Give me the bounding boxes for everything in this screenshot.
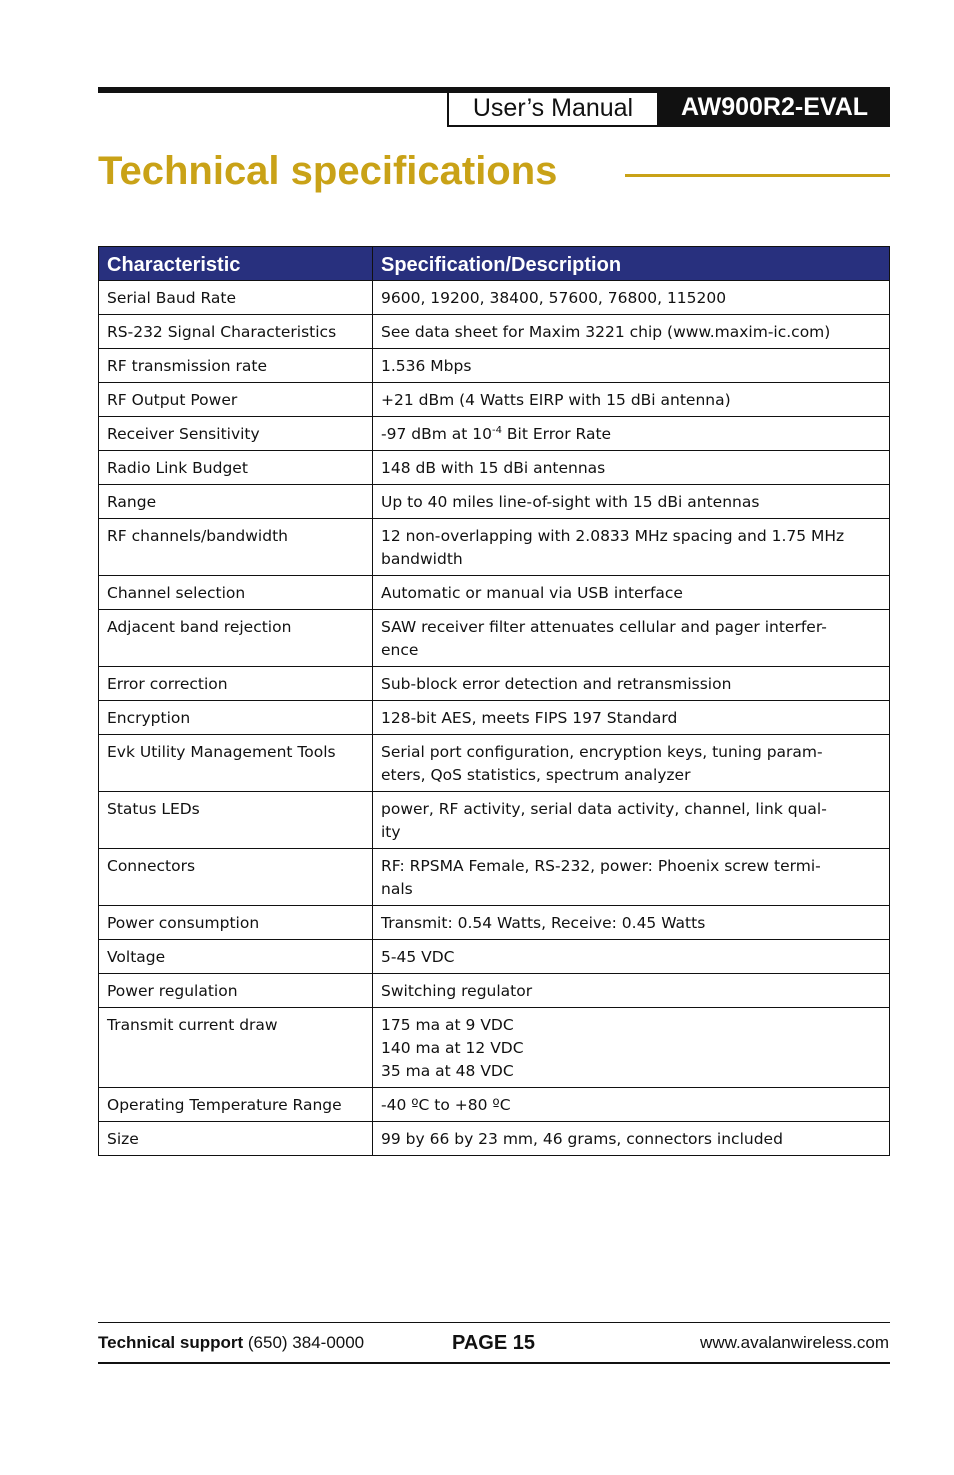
specification-cell (373, 576, 890, 610)
characteristic-cell: Status LEDs (99, 792, 373, 849)
spec-line: SAW receiver filter attenuates cellular and pager interfer- (381, 618, 827, 636)
website-url: www.avalanwireless.com (700, 1333, 889, 1352)
spec-line: 35 ma at 48 VDC (381, 1062, 514, 1080)
table-header-row (99, 247, 890, 281)
specification-cell (373, 451, 890, 485)
spec-line: nals (381, 880, 413, 898)
spec-line: Sub-block error detection and retransmission (381, 675, 732, 693)
characteristic-cell: RS-232 Signal Characteristics (99, 315, 373, 349)
characteristic-cell: RF channels/bandwidth (99, 519, 373, 576)
spec-text: -97 dBm at 10 (381, 425, 492, 443)
table-row (99, 1122, 890, 1156)
table-row (99, 940, 890, 974)
column-header-specification: Specification/Description (373, 247, 890, 281)
spec-line: 5-45 VDC (381, 948, 455, 966)
specification-cell (373, 417, 890, 451)
table-row (99, 417, 890, 451)
characteristic-cell: Receiver Sensitivity (99, 417, 373, 451)
title-rule (625, 174, 890, 177)
characteristic-cell: Power consumption (99, 906, 373, 940)
specification-cell (373, 974, 890, 1008)
table-row (99, 906, 890, 940)
table-row (99, 485, 890, 519)
spec-line: +21 dBm (4 Watts EIRP with 15 dBi antenna) (381, 391, 731, 409)
spec-table (98, 246, 890, 1156)
spec-line: eters, QoS statistics, spectrum analyzer (381, 766, 691, 784)
characteristic-cell: Power regulation (99, 974, 373, 1008)
spec-line: 148 dB with 15 dBi antennas (381, 459, 606, 477)
table-row (99, 383, 890, 417)
spec-line: Up to 40 miles line-of-sight with 15 dBi antennas (381, 493, 760, 511)
table-row (99, 667, 890, 701)
spec-line: ity (381, 823, 401, 841)
table-row (99, 701, 890, 735)
characteristic-cell: Error correction (99, 667, 373, 701)
model-label: AW900R2-EVAL (659, 87, 890, 127)
spec-line: Serial port configuration, encryption keys, tuning param- (381, 743, 823, 761)
table-row (99, 849, 890, 906)
characteristic-cell: Connectors (99, 849, 373, 906)
table-row (99, 974, 890, 1008)
spec-line (381, 423, 881, 446)
table-row (99, 735, 890, 792)
table-row (99, 281, 890, 315)
header-boxes (447, 87, 890, 127)
table-row (99, 1008, 890, 1088)
column-header-characteristic: Characteristic (99, 247, 373, 281)
spec-line: 140 ma at 12 VDC (381, 1039, 524, 1057)
spec-line: 99 by 66 by 23 mm, 46 grams, connectors included (381, 1130, 783, 1148)
spec-line: Transmit: 0.54 Watts, Receive: 0.45 Watts (381, 914, 706, 932)
characteristic-cell: Channel selection (99, 576, 373, 610)
spec-line: -40 ºC to +80 ºC (381, 1096, 511, 1114)
table-row (99, 610, 890, 667)
manual-label: User’s Manual (447, 87, 659, 127)
characteristic-cell: Operating Temperature Range (99, 1088, 373, 1122)
spec-line: 9600, 19200, 38400, 57600, 76800, 115200 (381, 289, 727, 307)
table-body (99, 281, 890, 1156)
characteristic-cell: RF transmission rate (99, 349, 373, 383)
spec-line: bandwidth (381, 550, 463, 568)
characteristic-cell: Adjacent band rejection (99, 610, 373, 667)
specification-cell (373, 485, 890, 519)
specification-cell (373, 940, 890, 974)
table-row (99, 576, 890, 610)
specification-cell (373, 315, 890, 349)
specification-cell (373, 281, 890, 315)
table-row (99, 792, 890, 849)
specification-cell (373, 383, 890, 417)
characteristic-cell: Radio Link Budget (99, 451, 373, 485)
table-row (99, 349, 890, 383)
footer-rule-top (98, 1322, 890, 1323)
specification-cell (373, 906, 890, 940)
table-row (99, 1088, 890, 1122)
specification-cell (373, 792, 890, 849)
spec-line: 1.536 Mbps (381, 357, 472, 375)
characteristic-cell: Evk Utility Management Tools (99, 735, 373, 792)
spec-line: 12 non-overlapping with 2.0833 MHz spacing and 1.75 MHz (381, 527, 845, 545)
characteristic-cell: Encryption (99, 701, 373, 735)
footer-support (98, 1333, 364, 1353)
spec-text: Bit Error Rate (501, 425, 612, 443)
specification-cell (373, 1122, 890, 1156)
specification-cell (373, 735, 890, 792)
characteristic-cell: Size (99, 1122, 373, 1156)
characteristic-cell: Voltage (99, 940, 373, 974)
specification-cell (373, 610, 890, 667)
table-row (99, 451, 890, 485)
support-label: Technical support (98, 1333, 244, 1352)
specification-cell (373, 849, 890, 906)
spec-superscript: -4 (491, 424, 502, 436)
spec-line: 128-bit AES, meets FIPS 197 Standard (381, 709, 678, 727)
characteristic-cell: Serial Baud Rate (99, 281, 373, 315)
specification-cell (373, 667, 890, 701)
spec-line: Switching regulator (381, 982, 533, 1000)
characteristic-cell: RF Output Power (99, 383, 373, 417)
specification-cell (373, 701, 890, 735)
table-row (99, 519, 890, 576)
table-row (99, 315, 890, 349)
page-number: PAGE 15 (452, 1332, 535, 1354)
support-phone: (650) 384-0000 (243, 1333, 365, 1352)
footer-rule-bottom (98, 1362, 890, 1364)
spec-line: 175 ma at 9 VDC (381, 1016, 514, 1034)
specification-cell (373, 1088, 890, 1122)
page-title: Technical specifications (98, 149, 558, 193)
spec-line: See data sheet for Maxim 3221 chip (www.maxim-ic.com) (381, 323, 831, 341)
spec-line: ence (381, 641, 419, 659)
specification-cell (373, 1008, 890, 1088)
specification-cell (373, 519, 890, 576)
spec-line: power, RF activity, serial data activity, channel, link qual- (381, 800, 827, 818)
spec-line: RF: RPSMA Female, RS-232, power: Phoenix screw termi- (381, 857, 821, 875)
specification-cell (373, 349, 890, 383)
characteristic-cell: Transmit current draw (99, 1008, 373, 1088)
characteristic-cell: Range (99, 485, 373, 519)
spec-line: Automatic or manual via USB interface (381, 584, 683, 602)
